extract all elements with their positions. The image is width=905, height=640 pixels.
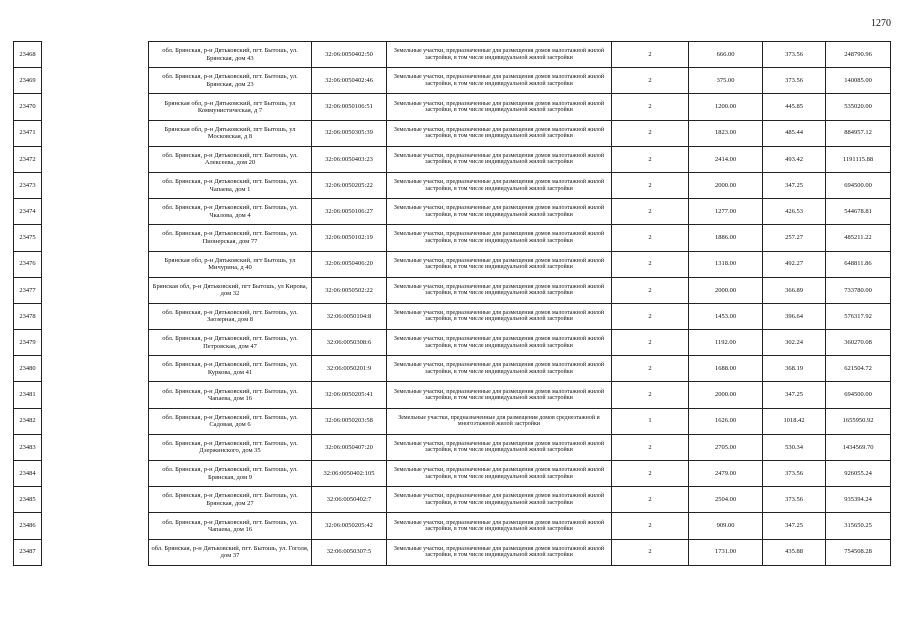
- address-cell: обл. Брянская, р-н Дятьковский, пгт. Бытошь, ул. Брянская, дом 9: [149, 461, 312, 487]
- land-use-cell: Земельные участки, предназначенные для размещения домов малоэтажной жилой застройки, в том числе индивидуальной жилой застройки: [387, 277, 612, 303]
- area-cell: 2504.00: [689, 487, 763, 513]
- page-number: 1270: [871, 18, 891, 29]
- area-cell: 2479.00: [689, 461, 763, 487]
- cadastral-value-cell: 694500.00: [826, 172, 891, 198]
- table-row: [14, 356, 891, 382]
- land-use-cell: Земельные участки, предназначенные для размещения домов малоэтажной жилой застройки, в том числе индивидуальной жилой застройки: [387, 146, 612, 172]
- table-body: [14, 42, 891, 566]
- blank-gap-cell: [42, 303, 149, 329]
- table-row: [14, 487, 891, 513]
- group-cell: 2: [612, 199, 689, 225]
- row-number-cell: 23472: [14, 146, 42, 172]
- blank-gap-cell: [42, 408, 149, 434]
- blank-gap-cell: [42, 330, 149, 356]
- row-number-cell: 23471: [14, 120, 42, 146]
- table-row: [14, 277, 891, 303]
- table-row: [14, 120, 891, 146]
- table-row: [14, 94, 891, 120]
- table-row: [14, 251, 891, 277]
- group-cell: 2: [612, 225, 689, 251]
- row-number-cell: 23477: [14, 277, 42, 303]
- table-row: [14, 539, 891, 565]
- cadastral-number-cell: 32:06:0050305:39: [312, 120, 387, 146]
- land-use-cell: Земельные участки, предназначенные для размещения домов малоэтажной жилой застройки, в том числе индивидуальной жилой застройки: [387, 120, 612, 146]
- address-cell: обл. Брянская, р-н Дятьковский, пгт. Бытошь, ул. Чкалова, дом 4: [149, 199, 312, 225]
- area-cell: 1886.00: [689, 225, 763, 251]
- land-use-cell: Земельные участки, предназначенные для размещения домов малоэтажной жилой застройки, в том числе индивидуальной жилой застройки: [387, 461, 612, 487]
- row-number-cell: 23486: [14, 513, 42, 539]
- cadastral-value-cell: 754508.28: [826, 539, 891, 565]
- land-use-cell: Земельные участки, предназначенные для размещения домов малоэтажной жилой застройки, в том числе индивидуальной жилой застройки: [387, 434, 612, 460]
- area-cell: 375.00: [689, 68, 763, 94]
- area-cell: 909.00: [689, 513, 763, 539]
- area-cell: 1626.00: [689, 408, 763, 434]
- cadastral-value-cell: 694500.00: [826, 382, 891, 408]
- group-cell: 2: [612, 330, 689, 356]
- group-cell: 2: [612, 120, 689, 146]
- cadastral-number-cell: 32:06:0050402:105: [312, 461, 387, 487]
- cadastral-number-cell: 32:06:0050205:42: [312, 513, 387, 539]
- cadastral-value-cell: 621504.72: [826, 356, 891, 382]
- group-cell: 2: [612, 146, 689, 172]
- cadastral-number-cell: 32:06:0050203:58: [312, 408, 387, 434]
- cadastral-value-cell: 884957.12: [826, 120, 891, 146]
- specific-value-cell: 302.24: [763, 330, 826, 356]
- specific-value-cell: 368.19: [763, 356, 826, 382]
- area-cell: 2000.00: [689, 277, 763, 303]
- land-use-cell: Земельные участки, предназначенные для размещения домов малоэтажной жилой застройки, в том числе индивидуальной жилой застройки: [387, 94, 612, 120]
- land-use-cell: Земельные участки, предназначенные для размещения домов малоэтажной жилой застройки, в том числе индивидуальной жилой застройки: [387, 172, 612, 198]
- area-cell: 666.00: [689, 42, 763, 68]
- cadastral-value-cell: 1655950.92: [826, 408, 891, 434]
- address-cell: обл. Брянская, р-н Дятьковский, пгт. Бытошь, ул. Петровская, дом 47: [149, 330, 312, 356]
- row-number-cell: 23468: [14, 42, 42, 68]
- area-cell: 1731.00: [689, 539, 763, 565]
- land-use-cell: Земельные участки, предназначенные для размещения домов малоэтажной жилой застройки, в том числе индивидуальной жилой застройки: [387, 539, 612, 565]
- blank-gap-cell: [42, 199, 149, 225]
- row-number-cell: 23473: [14, 172, 42, 198]
- address-cell: обл. Брянская, р-н Дятьковский, пгт. Бытошь, ул. Гоголя, дом 37: [149, 539, 312, 565]
- table-row: [14, 146, 891, 172]
- cadastral-value-cell: 733780.00: [826, 277, 891, 303]
- blank-gap-cell: [42, 225, 149, 251]
- row-number-cell: 23479: [14, 330, 42, 356]
- land-use-cell: Земельные участки, предназначенные для размещения домов малоэтажной жилой застройки, в том числе индивидуальной жилой застройки: [387, 487, 612, 513]
- land-use-cell: Земельные участки, предназначенные для размещения домов малоэтажной жилой застройки, в том числе индивидуальной жилой застройки: [387, 513, 612, 539]
- address-cell: обл. Брянская, р-н Дятьковский, пгт. Бытошь, ул. Чапаева, дом 16: [149, 513, 312, 539]
- cadastral-number-cell: 32:06:0050106:51: [312, 94, 387, 120]
- blank-gap-cell: [42, 356, 149, 382]
- specific-value-cell: 347.25: [763, 513, 826, 539]
- cadastral-number-cell: 32:06:0050102:19: [312, 225, 387, 251]
- cadastral-value-cell: 926055.24: [826, 461, 891, 487]
- address-cell: обл. Брянская, р-н Дятьковский, пгт. Бытошь, ул. Чапаева, дом 1: [149, 172, 312, 198]
- table-row: [14, 513, 891, 539]
- area-cell: 1277.00: [689, 199, 763, 225]
- row-number-cell: 23481: [14, 382, 42, 408]
- cadastral-number-cell: 32:06:0050402:7: [312, 487, 387, 513]
- table-row: [14, 434, 891, 460]
- address-cell: обл. Брянская, р-н Дятьковский, пгт. Бытошь, ул. Брянская, дом 23: [149, 68, 312, 94]
- table-row: [14, 225, 891, 251]
- blank-gap-cell: [42, 42, 149, 68]
- land-use-cell: Земельные участки, предназначенные для размещения домов среднеэтажной и многоэтажной жилой застройки: [387, 408, 612, 434]
- address-cell: обл. Брянская, р-н Дятьковский, пгт. Бытошь, ул. Садовая, дом 6: [149, 408, 312, 434]
- specific-value-cell: 492.27: [763, 251, 826, 277]
- cadastral-number-cell: 32:06:0050104:8: [312, 303, 387, 329]
- blank-gap-cell: [42, 539, 149, 565]
- group-cell: 2: [612, 94, 689, 120]
- row-number-cell: 23485: [14, 487, 42, 513]
- table-row: [14, 172, 891, 198]
- address-cell: обл. Брянская, р-н Дятьковский, пгт. Бытошь, ул. Чапаева, дом 16: [149, 382, 312, 408]
- table-row: [14, 68, 891, 94]
- specific-value-cell: 530.34: [763, 434, 826, 460]
- cadastral-value-cell: 485211.22: [826, 225, 891, 251]
- cadastral-number-cell: 32:06:0050407:20: [312, 434, 387, 460]
- address-cell: Брянская обл, р-н Дятьковский, пгт Бытошь, ул Кирова, дом 32: [149, 277, 312, 303]
- cadastral-number-cell: 32:06:0050402:46: [312, 68, 387, 94]
- table-row: [14, 42, 891, 68]
- group-cell: 2: [612, 68, 689, 94]
- specific-value-cell: 373.56: [763, 68, 826, 94]
- group-cell: 2: [612, 382, 689, 408]
- group-cell: 2: [612, 513, 689, 539]
- area-cell: 2414.00: [689, 146, 763, 172]
- area-cell: 2000.00: [689, 382, 763, 408]
- land-use-cell: Земельные участки, предназначенные для размещения домов малоэтажной жилой застройки, в том числе индивидуальной жилой застройки: [387, 303, 612, 329]
- specific-value-cell: 347.25: [763, 172, 826, 198]
- group-cell: 2: [612, 434, 689, 460]
- specific-value-cell: 373.56: [763, 461, 826, 487]
- land-use-cell: Земельные участки, предназначенные для размещения домов малоэтажной жилой застройки, в том числе индивидуальной жилой застройки: [387, 330, 612, 356]
- group-cell: 2: [612, 42, 689, 68]
- address-cell: обл. Брянская, р-н Дятьковский, пгт. Бытошь, ул. Куркова, дом 41: [149, 356, 312, 382]
- address-cell: обл. Брянская, р-н Дятьковский, пгт. Бытошь, ул. Алексеева, дом 20: [149, 146, 312, 172]
- area-cell: 2705.00: [689, 434, 763, 460]
- cadastral-number-cell: 32:06:0050205:22: [312, 172, 387, 198]
- group-cell: 2: [612, 539, 689, 565]
- specific-value-cell: 426.53: [763, 199, 826, 225]
- table-row: [14, 303, 891, 329]
- specific-value-cell: 396.64: [763, 303, 826, 329]
- cadastral-value-cell: 1191115.88: [826, 146, 891, 172]
- table-row: [14, 408, 891, 434]
- address-cell: обл. Брянская, р-н Дятьковский, пгт. Бытошь, ул. Брянская, дом 27: [149, 487, 312, 513]
- blank-gap-cell: [42, 120, 149, 146]
- address-cell: Брянская обл, р-н Дятьковский, пгт Бытошь, ул Коммунистическая, д 7: [149, 94, 312, 120]
- row-number-cell: 23487: [14, 539, 42, 565]
- blank-gap-cell: [42, 461, 149, 487]
- table-row: [14, 330, 891, 356]
- area-cell: 1688.00: [689, 356, 763, 382]
- address-cell: Брянская обл, р-н Дятьковский, пгт Бытошь, ул Московская, д 8: [149, 120, 312, 146]
- row-number-cell: 23484: [14, 461, 42, 487]
- group-cell: 2: [612, 251, 689, 277]
- cadastral-value-table: [13, 41, 891, 566]
- cadastral-value-cell: 1434569.70: [826, 434, 891, 460]
- blank-gap-cell: [42, 68, 149, 94]
- land-use-cell: Земельные участки, предназначенные для размещения домов малоэтажной жилой застройки, в том числе индивидуальной жилой застройки: [387, 382, 612, 408]
- specific-value-cell: 257.27: [763, 225, 826, 251]
- land-use-cell: Земельные участки, предназначенные для размещения домов малоэтажной жилой застройки, в том числе индивидуальной жилой застройки: [387, 68, 612, 94]
- table-row: [14, 382, 891, 408]
- address-cell: обл. Брянская, р-н Дятьковский, пгт. Бытошь, ул. Заозерная, дом 8: [149, 303, 312, 329]
- land-use-cell: Земельные участки, предназначенные для размещения домов малоэтажной жилой застройки, в том числе индивидуальной жилой застройки: [387, 42, 612, 68]
- cadastral-number-cell: 32:06:0050106:27: [312, 199, 387, 225]
- group-cell: 1: [612, 408, 689, 434]
- row-number-cell: 23469: [14, 68, 42, 94]
- address-cell: Брянская обл, р-н Дятьковский, пгт Бытошь, ул Мичурина, д 40: [149, 251, 312, 277]
- blank-gap-cell: [42, 251, 149, 277]
- area-cell: 1192.00: [689, 330, 763, 356]
- cadastral-number-cell: 32:06:0050406:20: [312, 251, 387, 277]
- group-cell: 2: [612, 487, 689, 513]
- blank-gap-cell: [42, 382, 149, 408]
- land-use-cell: Земельные участки, предназначенные для размещения домов малоэтажной жилой застройки, в том числе индивидуальной жилой застройки: [387, 225, 612, 251]
- group-cell: 2: [612, 277, 689, 303]
- specific-value-cell: 366.89: [763, 277, 826, 303]
- row-number-cell: 23482: [14, 408, 42, 434]
- blank-gap-cell: [42, 434, 149, 460]
- table-row: [14, 199, 891, 225]
- cadastral-number-cell: 32:06:0050402:50: [312, 42, 387, 68]
- cadastral-value-cell: 360270.08: [826, 330, 891, 356]
- cadastral-number-cell: 32:06:0050403:23: [312, 146, 387, 172]
- cadastral-value-cell: 648811.86: [826, 251, 891, 277]
- cadastral-number-cell: 32:06:0050308:6: [312, 330, 387, 356]
- area-cell: 1453.00: [689, 303, 763, 329]
- blank-gap-cell: [42, 487, 149, 513]
- specific-value-cell: 493.42: [763, 146, 826, 172]
- row-number-cell: 23475: [14, 225, 42, 251]
- cadastral-value-cell: 935394.24: [826, 487, 891, 513]
- cadastral-number-cell: 32:06:0050307:5: [312, 539, 387, 565]
- group-cell: 2: [612, 172, 689, 198]
- specific-value-cell: 435.88: [763, 539, 826, 565]
- land-use-cell: Земельные участки, предназначенные для размещения домов малоэтажной жилой застройки, в том числе индивидуальной жилой застройки: [387, 251, 612, 277]
- specific-value-cell: 347.25: [763, 382, 826, 408]
- table-row: [14, 461, 891, 487]
- land-use-cell: Земельные участки, предназначенные для размещения домов малоэтажной жилой застройки, в том числе индивидуальной жилой застройки: [387, 356, 612, 382]
- row-number-cell: 23474: [14, 199, 42, 225]
- cadastral-value-cell: 140085.00: [826, 68, 891, 94]
- cadastral-number-cell: 32:06:0050205:41: [312, 382, 387, 408]
- blank-gap-cell: [42, 172, 149, 198]
- cadastral-value-cell: 535020.00: [826, 94, 891, 120]
- specific-value-cell: 485.44: [763, 120, 826, 146]
- address-cell: обл. Брянская, р-н Дятьковский, пгт. Бытошь, ул. Брянская, дом 43: [149, 42, 312, 68]
- specific-value-cell: 1018.42: [763, 408, 826, 434]
- area-cell: 1200.00: [689, 94, 763, 120]
- group-cell: 2: [612, 356, 689, 382]
- row-number-cell: 23478: [14, 303, 42, 329]
- group-cell: 2: [612, 461, 689, 487]
- specific-value-cell: 373.56: [763, 42, 826, 68]
- cadastral-value-cell: 315650.25: [826, 513, 891, 539]
- blank-gap-cell: [42, 277, 149, 303]
- row-number-cell: 23476: [14, 251, 42, 277]
- specific-value-cell: 373.56: [763, 487, 826, 513]
- cadastral-value-cell: 544678.81: [826, 199, 891, 225]
- address-cell: обл. Брянская, р-н Дятьковский, пгт. Бытошь, ул. Дзержинского, дом 35: [149, 434, 312, 460]
- blank-gap-cell: [42, 94, 149, 120]
- blank-gap-cell: [42, 513, 149, 539]
- area-cell: 1318.00: [689, 251, 763, 277]
- specific-value-cell: 445.85: [763, 94, 826, 120]
- row-number-cell: 23470: [14, 94, 42, 120]
- row-number-cell: 23483: [14, 434, 42, 460]
- address-cell: обл. Брянская, р-н Дятьковский, пгт. Бытошь, ул. Пионерская, дом 77: [149, 225, 312, 251]
- area-cell: 1823.00: [689, 120, 763, 146]
- cadastral-value-cell: 248790.96: [826, 42, 891, 68]
- cadastral-number-cell: 32:06:0050502:22: [312, 277, 387, 303]
- land-use-cell: Земельные участки, предназначенные для размещения домов малоэтажной жилой застройки, в том числе индивидуальной жилой застройки: [387, 199, 612, 225]
- cadastral-value-cell: 576317.92: [826, 303, 891, 329]
- blank-gap-cell: [42, 146, 149, 172]
- group-cell: 2: [612, 303, 689, 329]
- area-cell: 2000.00: [689, 172, 763, 198]
- row-number-cell: 23480: [14, 356, 42, 382]
- cadastral-number-cell: 32:06:0050201:9: [312, 356, 387, 382]
